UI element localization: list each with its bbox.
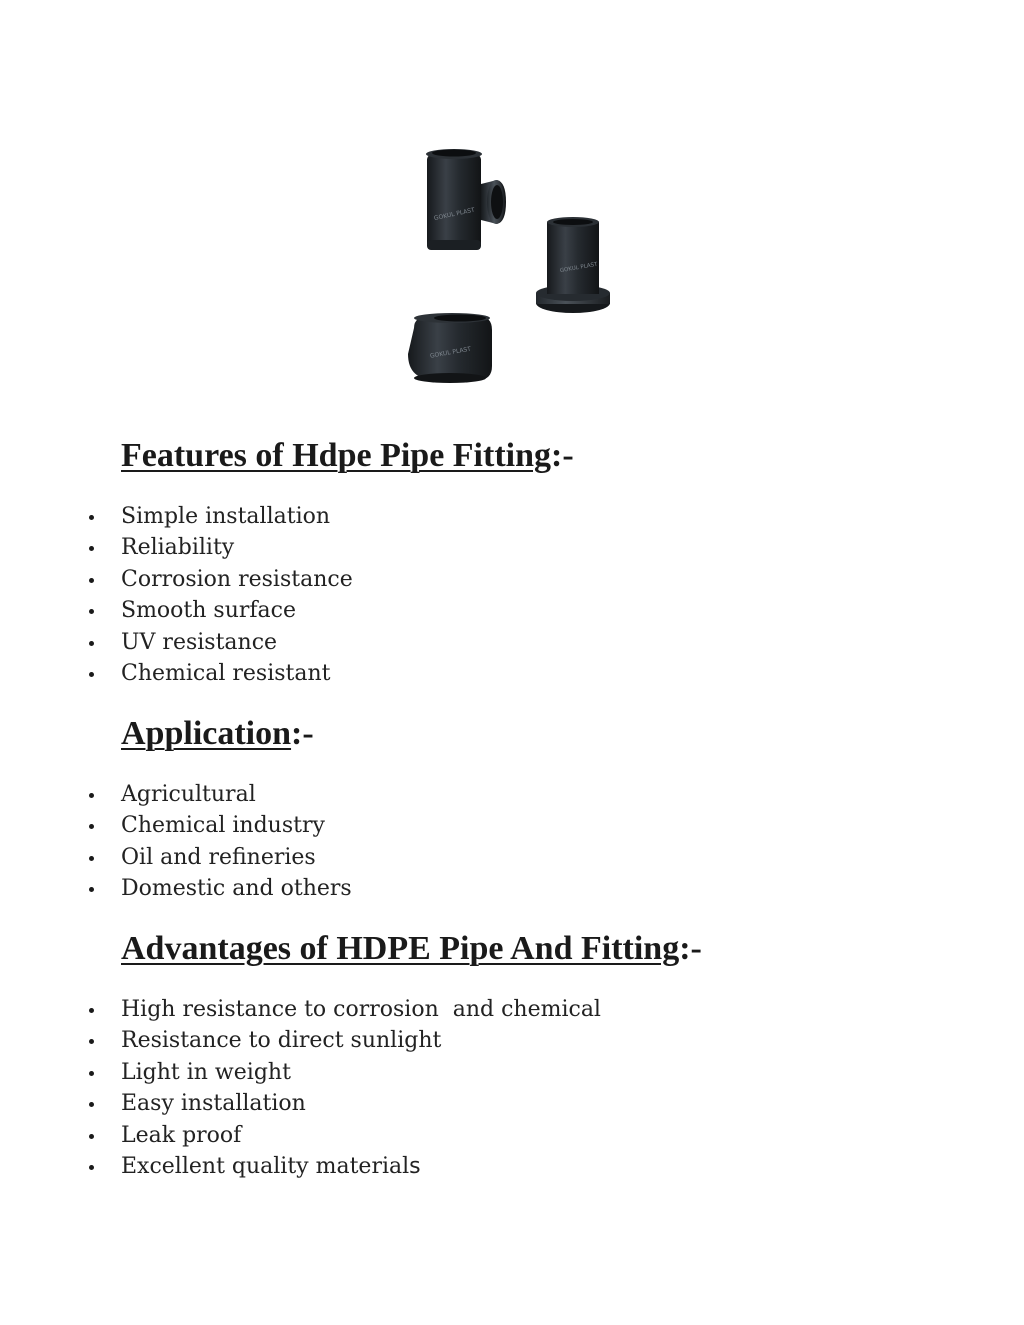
list-item-text: Simple installation [121,504,331,529]
list-item-text: Smooth surface [121,598,297,624]
bullet-icon [89,672,94,677]
list-item-text: Agricultural [121,782,256,807]
bullet-icon [89,793,94,798]
bullet-icon [89,1008,94,1013]
list-item [0,501,353,532]
bullet-icon [89,1134,94,1139]
features-heading-suffix: :- [551,437,574,474]
bullet-icon [89,856,94,861]
reducer-brand-mark: GOKUL PLAST [429,345,472,360]
tee-fitting [426,149,506,250]
list-item [0,842,352,873]
list-item [0,1025,601,1056]
bullet-icon [89,515,94,520]
bullet-icon [89,1039,94,1044]
list-item-text: Chemical industry [121,813,325,839]
list-item-text: UV resistance [121,629,278,655]
list-item-text: Leak proof [121,1122,242,1148]
advantages-heading [121,929,702,969]
application-heading [121,714,314,754]
stub-end-fitting [536,217,610,313]
list-item [0,1151,601,1182]
list-item [0,1057,601,1088]
hdpe-fittings-image [400,140,620,390]
list-item-text: Chemical resistant [121,660,331,686]
list-item-text-tail: s [409,1153,421,1179]
application-heading-text: Application [121,715,292,752]
bullet-icon [89,1071,94,1076]
list-item-text: Easy installation [121,1091,306,1117]
bullet-icon [89,1165,94,1170]
list-item-text: Light in weight [121,1059,291,1085]
list-item-text: Oil and refineries [121,844,316,870]
stub-brand-mark: GOKUL PLAST [559,261,598,275]
features-list [0,501,353,689]
list-item-text: Corrosion resistance [121,566,353,592]
bullet-icon [89,546,94,551]
list-item-text: Excellent quality material [121,1153,410,1179]
bullet-icon [89,641,94,646]
list-item [0,658,353,689]
list-item [0,532,353,563]
advantages-heading-suffix: :- [679,930,702,967]
list-item [0,564,353,595]
list-item [0,873,352,904]
tee-brand-mark: GOKUL PLAST [433,206,476,223]
list-item-text: Reliability [121,535,235,561]
list-item-text: Domestic and others [121,876,352,902]
list-item [0,779,352,810]
list-item [0,994,601,1025]
application-list [0,779,352,905]
bullet-icon [89,887,94,892]
list-item-text: Resistance to direct sunlight [121,1028,442,1054]
features-heading-text: Features of Hdpe Pipe Fitting [121,437,551,474]
features-heading [121,436,574,476]
list-item [0,1120,601,1151]
reducer-fitting [408,313,492,383]
list-item [0,810,352,841]
bullet-icon [89,1102,94,1107]
application-heading-suffix: :- [291,715,314,752]
advantages-list [0,994,601,1182]
list-item [0,627,353,658]
advantages-heading-text: Advantages of HDPE Pipe And Fitting [121,930,680,967]
bullet-icon [89,609,94,614]
list-item [0,595,353,626]
list-item-text: High resistance to corrosion and chemical [121,997,601,1022]
bullet-icon [89,578,94,583]
bullet-icon [89,824,94,829]
list-item [0,1088,601,1119]
